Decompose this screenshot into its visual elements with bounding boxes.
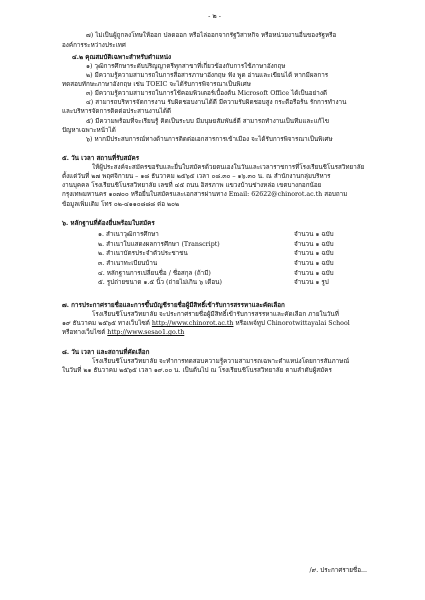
section-5-body [62, 163, 367, 209]
qualification-item-6: ๖) หากมีประสบการณ์ทางด้านการติดต่อเอกสารการเข้าเมือง จะได้รับการพิจารณาเป็นพิเศษ [86, 135, 333, 143]
section-7-line-2 [62, 319, 367, 328]
section-5-line-4: กรุงเทพมหานคร ๑๐๗๐๐ หรือยื่นใบสมัครและเอกสารผ่านทาง Email: 62622@chinorot.ac.th สอบถาม [62, 191, 348, 199]
item7-line2: องค์การระหว่างประเทศ [62, 41, 126, 49]
qualification-item-4-cont: และบริหารจัดการติดต่อประสานงานได้ดี [62, 108, 172, 116]
document-name: ๕. รูปถ่ายขนาด ๑.๕ นิ้ว (ถ่ายไม่เกิน ๖ เดือน) [98, 279, 222, 287]
section-7-line-2-text: ๑๙ ธันวาคม ๒๕๖๕ ทางเว็บไซต์ [62, 320, 152, 328]
sesao-website-link[interactable]: http://www.sesao1.go.th [107, 329, 185, 337]
section-4-2-list [62, 62, 367, 144]
table-row [98, 240, 334, 250]
section-5-heading: ๕. วัน เวลา สถานที่รับสมัคร [62, 154, 140, 162]
table-row [98, 278, 334, 288]
table-row [98, 230, 334, 240]
school-website-link[interactable]: http://www.chinorot.ac.th [151, 320, 234, 328]
document-quantity: จำนวน ๑ ฉบับ [294, 269, 334, 277]
section-8-heading: ๘. วัน เวลา และสถานที่คัดเลือก [62, 348, 150, 356]
section-4-2-heading: ๔.๒ คุณสมบัติเฉพาะสำหรับตำแหน่ง [72, 53, 172, 61]
qualification-item-5: ๕) มีความพร้อมที่จะเรียนรู้ คิดเป็นระบบ มีมนุษยสัมพันธ์ดี สามารถทำงานเป็นทีมและแก้ไข [86, 117, 330, 125]
section-8-line-1: โรงเรียนชิโนรสวิทยาลัย จะทำการทดสอบความรู้ความสามารถเฉพาะตำแหน่งโดยการสัมภาษณ์ [92, 357, 350, 365]
document-name: ๔. หลักฐานการเปลี่ยนชื่อ / ชื่อสกุล (ถ้ามี) [98, 269, 211, 277]
qualification-item-5-cont: ปัญหาเฉพาะหน้าได้ [62, 126, 116, 134]
document-name: ๑. สำเนาวุฒิการศึกษา [98, 230, 159, 238]
page-number: - ๒ - [208, 12, 221, 20]
table-row [98, 269, 334, 279]
section-7-line-3 [62, 328, 367, 337]
document-quantity: จำนวน ๑ ฉบับ [294, 259, 334, 267]
section-7-heading: ๗. การประกาศรายชื่อและการขึ้นบัญชีรายชื่อผู้มีสิทธิ์เข้ารับการสรรหาและคัดเลือก [62, 302, 285, 310]
qualification-item-3: ๓) มีความรู้ความสามารถในการใช้คอมพิวเตอร์เบื้องต้น Microsoft Office ได้เป็นอย่างดี [86, 90, 327, 98]
section-5-line-1: ให้ผู้ประสงค์จะสมัครขอรับและยื่นใบสมัครด้วยตนเองในวันและเวลาราชการที่โรงเรียนชิโนรสวิทยาลัย [92, 164, 365, 172]
document-quantity: จำนวน ๑ ฉบับ [294, 250, 334, 258]
section-7-body [62, 310, 367, 337]
item7-line1: ๗) ไม่เป็นผู้ถูกลงโทษให้ออก ปลดออก หรือไล่ออกจากรัฐวิสาหกิจ หรือหน่วยงานอื่นของรัฐหรือ [86, 32, 337, 40]
table-row [98, 249, 334, 259]
document-quantity: จำนวน ๑ ฉบับ [294, 240, 334, 248]
document-name: ๓. สำเนาทะเบียนบ้าน [98, 259, 158, 267]
document-quantity: จำนวน ๑ ฉบับ [294, 230, 334, 238]
document-name: ๒. สำเนาใบแสดงผลการศึกษา (Transcript) [98, 240, 220, 248]
section-8-line-2: ในวันที่ ๒๑ ธันวาคม ๒๕๖๕ เวลา ๑๙.๐๐ น. เป็นต้นไป ณ โรงเรียนชิโนรสวิทยาลัย ตามลำดับผู้สมัคร [62, 366, 332, 374]
table-row [98, 259, 334, 269]
continuation-note: /๙. ประกาศรายชื่อ... [309, 567, 367, 574]
section-7-line-3-text: หรือทางเว็บไซต์ [62, 329, 108, 337]
section-5-line-2: ตั้งแต่วันที่ ๒๗ พฤศจิกายน – ๑๘ ธันวาคม ๒๕๖๕ เวลา ๐๘.๓๐ – ๑๖.๓๐ น. ณ สำนักงานกลุ่มบริหาร [62, 173, 331, 181]
qualification-item-2-cont: ทดสอบทักษะภาษาอังกฤษ เช่น TOEIC จะได้รับการพิจารณาเป็นพิเศษ [62, 81, 251, 89]
section-5-line-5: ข้อมูลเพิ่มเติม โทร ๐๒-๔๑๑๐๘๘๘ ต่อ ๒๐๒ [62, 200, 180, 208]
qualification-item-2: ๒) มีความรู้ความสามารถในการสื่อสารภาษาอังกฤษ ฟัง พูด อ่านและเขียนได้ หากมีผลการ [86, 71, 329, 79]
section-7-line-2-tail: หรือเพจ์ทูป Chinorotwittayalai School [233, 320, 350, 328]
required-documents-table [98, 230, 334, 288]
document-name: ๒. สำเนาบัตรประจำตัวประชาชน [98, 250, 188, 258]
section-8-body [62, 357, 367, 375]
qualification-item-4: ๔) สามารถบริหารจัดการงาน รับผิดชอบงานได้ดี มีความรับผิดชอบสูง กระตือรือร้น รักการทำงาน [86, 99, 347, 107]
section-6-heading: ๖. หลักฐานที่ต้องยื่นพร้อมใบสมัคร [62, 219, 155, 227]
section-5-line-3: งานบุคคล โรงเรียนชิโนรสวิทยาลัย เลขที่ ๔๕ ถนน อิสรภาพ แขวงบ้านช่างหล่อ เขตบางกอกน้อย [62, 182, 322, 190]
qualification-item-1: ๑) วุฒิการศึกษาระดับปริญญาตรีทุกสาขาที่เกี่ยวข้องกับการใช้ภาษาอังกฤษ [86, 62, 286, 70]
document-quantity: จำนวน ๑ รูป [294, 279, 329, 287]
section-7-line-1: โรงเรียนชิโนรสวิทยาลัย จะประกาศรายชื่อผู้มีสิทธิ์เข้ารับการสรรหาและคัดเลือก ภายในวันที่ [92, 311, 339, 319]
